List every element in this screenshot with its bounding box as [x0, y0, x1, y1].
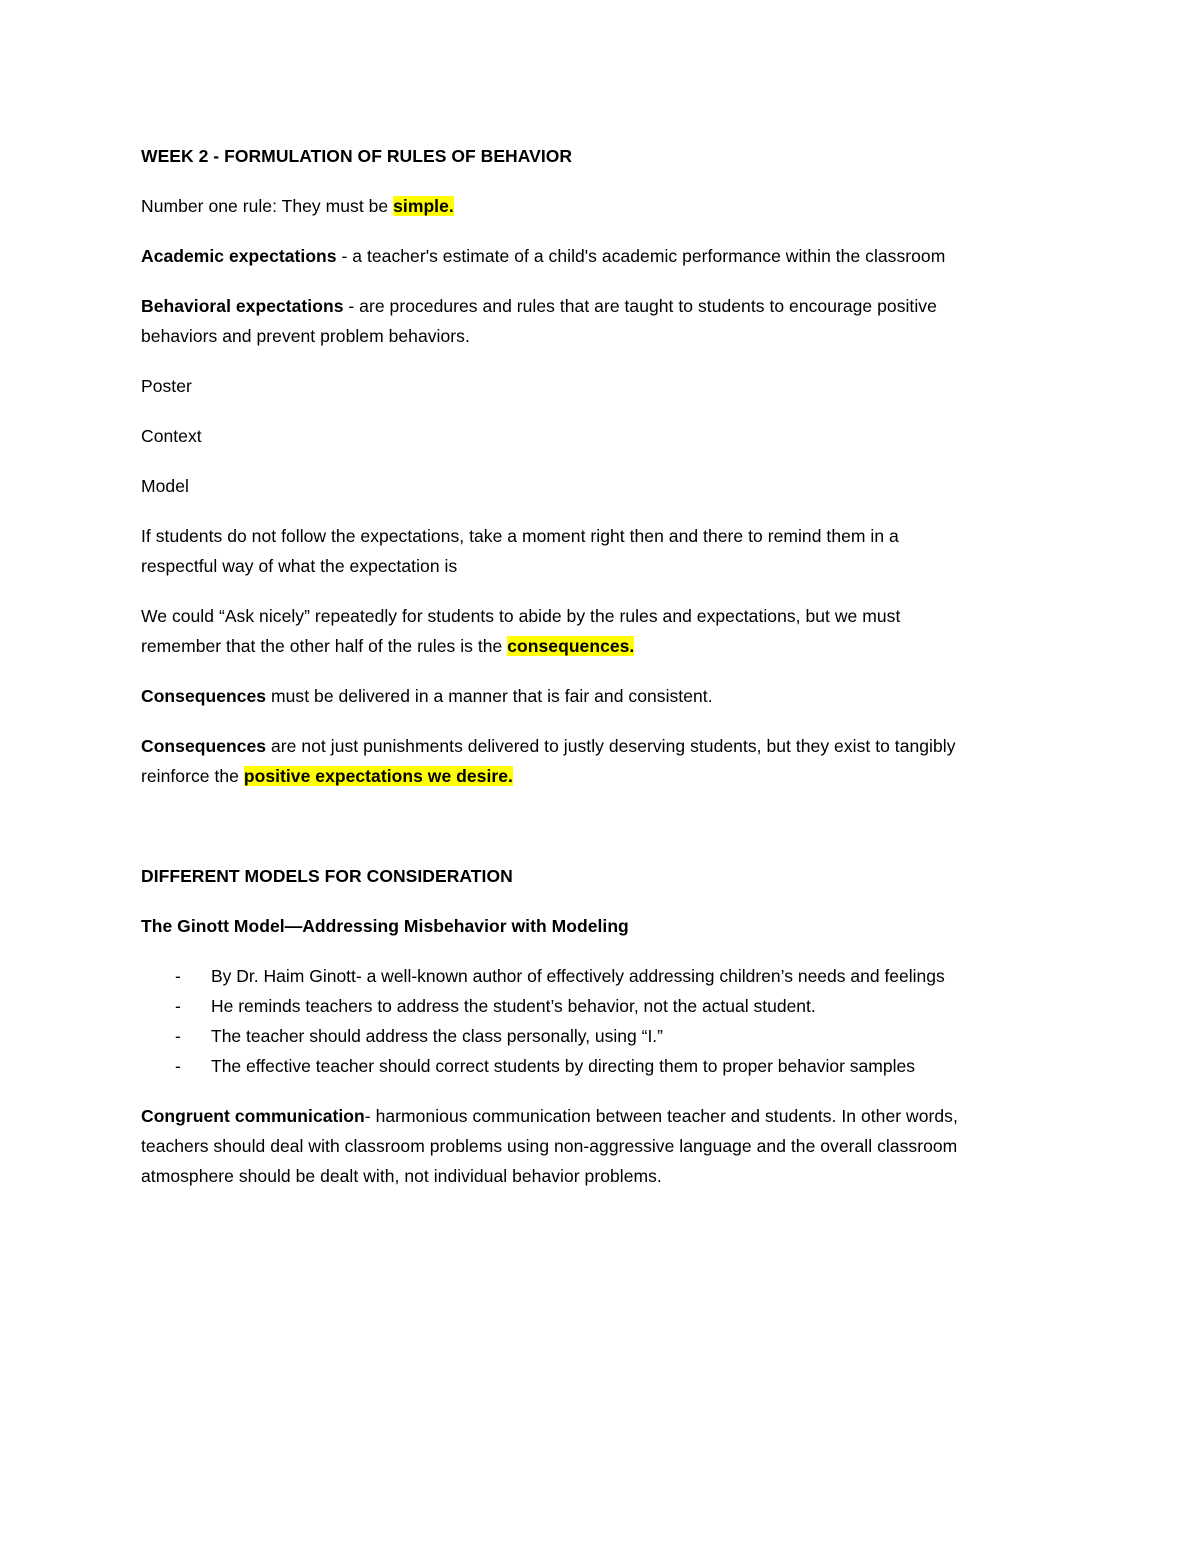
ginott-bullet-3: The teacher should address the class personally, using “I.” — [211, 1026, 663, 1046]
bullet-dash-4: - — [175, 1056, 181, 1076]
ask-nicely-line-2 — [141, 634, 634, 658]
consequences-fair-text: must be delivered in a manner that is fair and consistent. — [266, 686, 713, 706]
behavioral-definition-2: behaviors and prevent problem behaviors. — [141, 326, 470, 346]
ginott-bullet-2: He reminds teachers to address the student’s behavior, not the actual student. — [211, 996, 816, 1016]
congruent-line-1 — [141, 1104, 958, 1128]
models-heading: DIFFERENT MODELS FOR CONSIDERATION — [141, 866, 513, 886]
list-word-model: Model — [141, 476, 189, 496]
reinforce-prefix: reinforce the — [141, 766, 244, 786]
congruent-definition-1: - harmonious communication between teacher and students. In other words, — [364, 1106, 958, 1126]
academic-definition: - a teacher's estimate of a child's academic performance within the classroom — [336, 246, 946, 266]
consequences-term-1: Consequences — [141, 686, 267, 706]
congruent-term: Congruent communication — [141, 1106, 365, 1126]
positive-expectations-highlight: positive expectations we desire. — [243, 766, 513, 786]
follow-up-line-2: respectful way of what the expectation is — [141, 556, 458, 576]
consequences-reinforce-text: are not just punishments delivered to justly deserving students, but they exist to tangibly — [266, 736, 956, 756]
bullet-dash-3: - — [175, 1026, 181, 1046]
behavioral-term: Behavioral expectations — [141, 296, 344, 316]
congruent-line-3: atmosphere should be dealt with, not individual behavior problems. — [141, 1166, 662, 1186]
consequences-highlight: consequences. — [507, 636, 635, 656]
list-word-poster: Poster — [141, 376, 192, 396]
consequences-fair-line — [141, 684, 713, 708]
ginott-bullet-1: By Dr. Haim Ginott- a well-known author of effectively addressing children’s needs and feelings — [211, 966, 945, 986]
rule-one-highlight: simple. — [393, 196, 454, 216]
academic-term: Academic expectations — [141, 246, 337, 266]
ask-nicely-prefix: remember that the other half of the rules is the — [141, 636, 508, 656]
behavioral-expectations-line-1 — [141, 294, 937, 318]
bullet-dash-2: - — [175, 996, 181, 1016]
ask-nicely-line-1: We could “Ask nicely” repeatedly for students to abide by the rules and expectations, but we must — [141, 606, 901, 626]
behavioral-definition-1: - are procedures and rules that are taught to students to encourage positive — [343, 296, 937, 316]
week-heading: WEEK 2 - FORMULATION OF RULES OF BEHAVIOR — [141, 146, 573, 166]
academic-expectations-line — [141, 244, 945, 268]
congruent-line-2: teachers should deal with classroom problems using non-aggressive language and the overall classroom — [141, 1136, 958, 1156]
rule-one-prefix: Number one rule: They must be — [141, 196, 394, 216]
ginott-heading: The Ginott Model—Addressing Misbehavior with Modeling — [141, 916, 629, 936]
consequences-reinforce-line-2 — [141, 764, 513, 788]
rule-one-line — [141, 194, 454, 218]
ginott-bullet-4: The effective teacher should correct students by directing them to proper behavior samples — [211, 1056, 915, 1076]
consequences-term-2: Consequences — [141, 736, 267, 756]
follow-up-line-1: If students do not follow the expectations, take a moment right then and there to remind them in a — [141, 526, 899, 546]
list-word-context: Context — [141, 426, 202, 446]
consequences-reinforce-line-1 — [141, 734, 956, 758]
bullet-dash-1: - — [175, 966, 181, 986]
